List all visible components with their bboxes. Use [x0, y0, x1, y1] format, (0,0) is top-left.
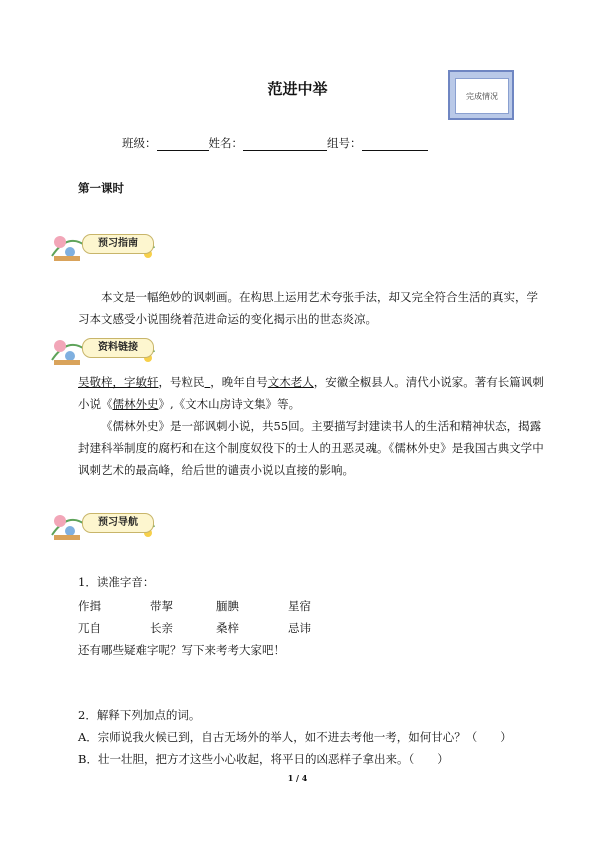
- completion-badge: [448, 70, 514, 120]
- q1-extra: 还有哪些疑难字呢？写下来考考大家吧！: [78, 643, 285, 657]
- author-text: 》,《文木山房诗文集》等。: [158, 397, 301, 411]
- page-title: 范进中举: [267, 80, 328, 98]
- book-intro-paragraph: 《儒林外史》是一部讽刺小说，共55回。主要描写封建读书人的生活和精神状态，揭露封建科举制度的腐朽和在这个制度奴役下的士人的丑恶灵魂。《儒林外史》是我国古典文学中讽刺艺术的最高峰，给后世的谴责小说以直接的影响。: [78, 419, 544, 477]
- word-item: 桑梓: [216, 621, 239, 635]
- q2-title: 2．解释下列加点的词。: [78, 708, 201, 722]
- group-blank: [362, 138, 428, 151]
- class-blank: [157, 138, 209, 151]
- intro-paragraph: 本文是一幅绝妙的讽刺画。在构思上运用艺术夸张手法，却又完全符合生活的真实，学习本文感受小说围绕着范进命运的变化揭示出的世态炎凉。: [78, 290, 538, 326]
- word-item: 星宿: [288, 599, 311, 613]
- resource-link-label: 资料链接: [82, 338, 154, 358]
- class-label: 班级：: [122, 136, 157, 150]
- word-item: 带挈: [150, 599, 173, 613]
- badge-label: 完成情况: [455, 78, 509, 114]
- name-label: 姓名：: [208, 136, 243, 150]
- pinyin-row: [78, 598, 478, 614]
- word-item: 作揖: [78, 599, 101, 613]
- preview-guide-tag: [48, 226, 158, 264]
- resource-link-tag: [48, 330, 158, 368]
- author-text: ，安徽全椒县人。清代小说家。著有长篇讽刺小说《: [78, 375, 544, 411]
- q1-title: 1．读准字音：: [78, 575, 155, 589]
- word-item: 长亲: [150, 621, 173, 635]
- group-label: 组号：: [327, 136, 362, 150]
- author-alias: 文木老人: [267, 375, 314, 389]
- page-number: 1 / 4: [287, 773, 308, 783]
- pinyin-row: [78, 620, 478, 636]
- word-item: 忌讳: [288, 621, 311, 635]
- author-text: ，号粒民: [158, 375, 205, 389]
- word-item: 腼腆: [216, 599, 239, 613]
- author-paragraph: [78, 371, 548, 415]
- name-blank: [243, 138, 327, 151]
- student-info-line: [122, 135, 428, 151]
- section-heading: 第一课时: [78, 181, 124, 195]
- author-text: ，晚年自号: [210, 375, 268, 389]
- word-item: 兀自: [78, 621, 101, 635]
- preview-nav-tag: [48, 505, 158, 543]
- author-name: 吴敬梓，字敏轩: [78, 375, 159, 389]
- q2-option-a: A．宗师说我火候已到，自古无场外的举人，如不进去考他一考，如何甘心？（ ）: [78, 730, 512, 744]
- work-title: 儒林外史: [112, 397, 159, 411]
- preview-guide-label: 预习指南: [82, 234, 154, 254]
- preview-nav-label: 预习导航: [82, 513, 154, 533]
- q2-option-b: B．壮一壮胆，把方才这些小心收起，将平日的凶恶样子拿出来。（ ）: [78, 752, 449, 766]
